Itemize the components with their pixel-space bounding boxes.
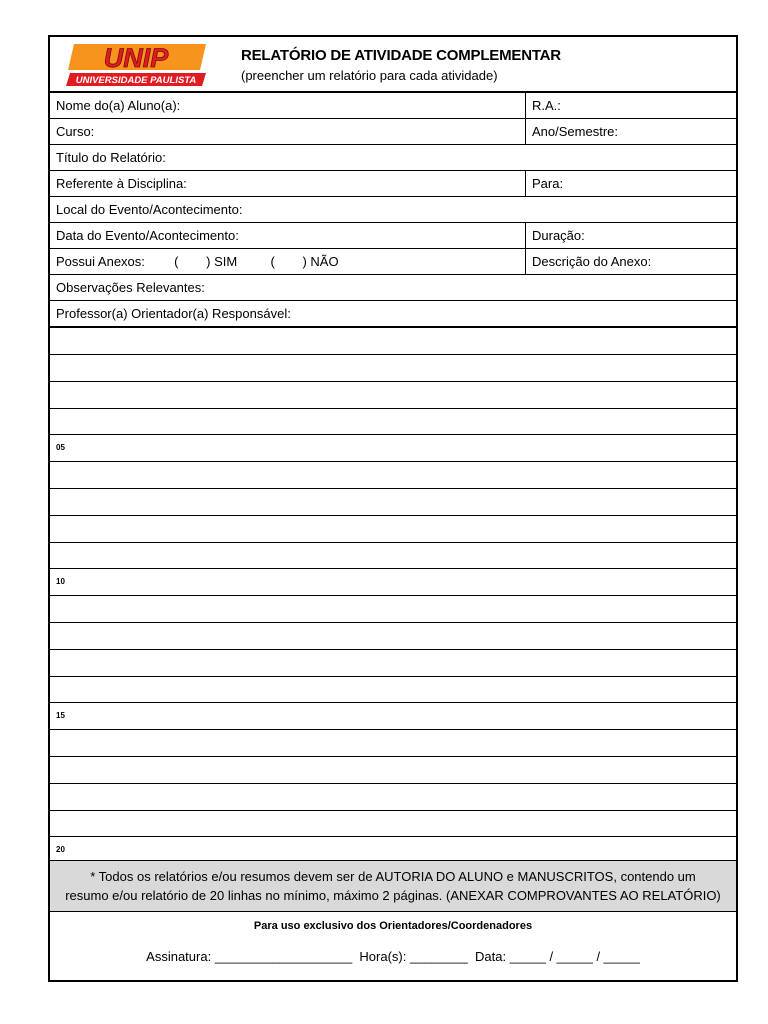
line-number: 20 — [56, 845, 65, 855]
logo-subtitle: UNIVERSIDADE PAULISTA — [75, 75, 197, 86]
line-number: 05 — [56, 443, 65, 453]
checkbox-sim[interactable]: ( ) SIM — [174, 254, 238, 269]
label-titulo[interactable]: Título do Relatório: — [56, 150, 166, 165]
label-aluno[interactable]: Nome do(a) Aluno(a): — [56, 98, 181, 113]
writing-line[interactable] — [50, 650, 736, 677]
row-curso — [50, 119, 736, 145]
writing-line[interactable] — [50, 462, 736, 489]
row-titulo — [50, 145, 736, 171]
note-line-1: * Todos os relatórios e/ou resumos devem ser de AUTORIA DO ALUNO e MANUSCRITOS, contendo um — [90, 869, 696, 884]
writing-line[interactable] — [50, 382, 736, 409]
writing-line[interactable] — [50, 489, 736, 516]
label-observacoes[interactable]: Observações Relevantes: — [56, 280, 205, 295]
row-professor — [50, 301, 736, 328]
writing-line[interactable] — [50, 784, 736, 811]
logo-text: UNIP — [103, 43, 169, 73]
writing-line[interactable] — [50, 328, 736, 355]
writing-line[interactable] — [50, 596, 736, 623]
unip-logo — [60, 42, 208, 88]
form-header — [50, 37, 736, 93]
label-professor[interactable]: Professor(a) Orientador(a) Responsável: — [56, 306, 291, 321]
writing-line[interactable] — [50, 810, 736, 837]
writing-line[interactable] — [50, 703, 736, 730]
label-ra[interactable]: R.A.: — [525, 93, 561, 118]
form-subtitle: (preencher um relatório para cada atividade) — [241, 68, 498, 83]
line-number: 10 — [56, 577, 65, 587]
writing-line[interactable] — [50, 516, 736, 543]
label-data-evento[interactable]: Data do Evento/Acontecimento: — [56, 228, 239, 243]
row-anexos — [50, 249, 736, 275]
label-possui-anexos: Possui Anexos: — [56, 254, 145, 269]
label-curso[interactable]: Curso: — [56, 124, 95, 139]
footer-caption: Para uso exclusivo dos Orientadores/Coordenadores — [253, 920, 533, 932]
label-duracao[interactable]: Duração: — [525, 223, 585, 248]
row-aluno — [50, 93, 736, 119]
writing-line[interactable] — [50, 355, 736, 382]
writing-line[interactable] — [50, 730, 736, 757]
writing-line[interactable] — [50, 542, 736, 569]
checkbox-nao[interactable]: ( ) NÃO — [270, 254, 339, 269]
row-disciplina — [50, 171, 736, 197]
line-number: 15 — [56, 711, 65, 721]
label-disciplina[interactable]: Referente à Disciplina: — [56, 176, 187, 191]
row-data-evento — [50, 223, 736, 249]
writing-line[interactable] — [50, 569, 736, 596]
anexos-cell — [50, 249, 339, 274]
writing-line[interactable] — [50, 623, 736, 650]
row-local — [50, 197, 736, 223]
form-title: RELATÓRIO DE ATIVIDADE COMPLEMENTAR — [241, 47, 561, 64]
label-ano-semestre[interactable]: Ano/Semestre: — [525, 119, 618, 144]
writing-line[interactable] — [50, 435, 736, 462]
label-local[interactable]: Local do Evento/Acontecimento: — [56, 202, 243, 217]
report-form — [48, 35, 738, 982]
label-descricao-anexo[interactable]: Descrição do Anexo: — [525, 249, 651, 274]
writing-line[interactable] — [50, 408, 736, 435]
signature-line[interactable]: Assinatura: ___________________ Hora(s): ________ Data: _____ / _____ / _____ — [146, 949, 640, 964]
row-observacoes — [50, 275, 736, 301]
writing-line[interactable] — [50, 757, 736, 784]
writing-line[interactable] — [50, 676, 736, 703]
label-para[interactable]: Para: — [525, 171, 563, 196]
note-line-2: resumo e/ou relatório de 20 linhas no mínimo, máximo 2 páginas. (ANEXAR COMPROVANTES AO RELATÓRIO) — [65, 888, 721, 903]
authorship-note — [50, 860, 736, 912]
